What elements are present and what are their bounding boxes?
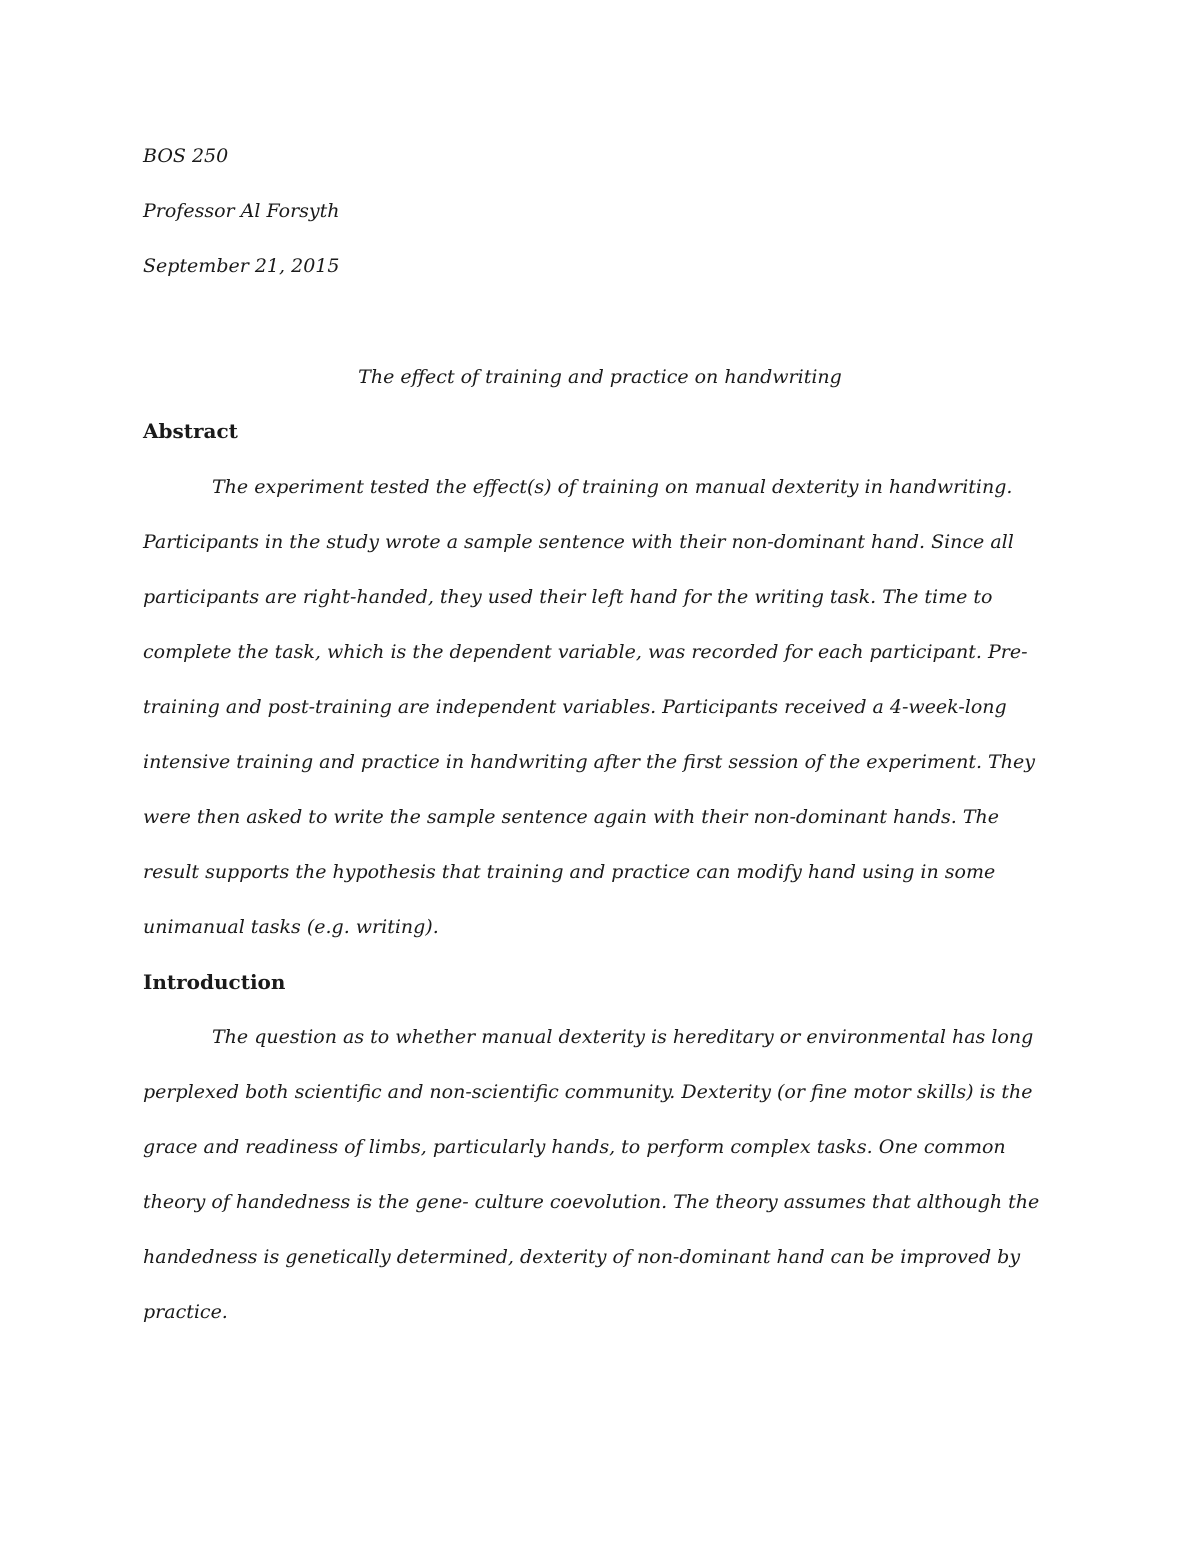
introduction-line: practice. [143, 1301, 228, 1323]
abstract-line: complete the task, which is the dependent variable, was recorded for each participant. Pre- [143, 641, 1028, 663]
abstract-line: result supports the hypothesis that training and practice can modify hand using in some [143, 861, 996, 883]
introduction-line: grace and readiness of limbs, particularly hands, to perform complex tasks. One common [143, 1136, 1006, 1158]
abstract-line: The experiment tested the effect(s) of training on manual dexterity in handwriting. [212, 476, 1013, 498]
abstract-heading: Abstract [143, 419, 238, 443]
abstract-line: training and post-training are independent variables. Participants received a 4-week-long [143, 696, 1007, 718]
introduction-line: theory of handedness is the gene- culture coevolution. The theory assumes that although the [143, 1191, 1040, 1213]
submission-date: September 21, 2015 [143, 255, 340, 277]
abstract-line: intensive training and practice in handwriting after the first session of the experiment. They [143, 751, 1035, 773]
introduction-heading: Introduction [143, 970, 286, 994]
professor-name: Professor Al Forsyth [143, 200, 340, 222]
course-code: BOS 250 [143, 145, 229, 167]
abstract-line: participants are right-handed, they used their left hand for the writing task. The time to [143, 586, 993, 608]
introduction-line: handedness is genetically determined, dexterity of non-dominant hand can be improved by [143, 1246, 1021, 1268]
abstract-line: were then asked to write the sample sentence again with their non-dominant hands. The [143, 806, 999, 828]
paper-title: The effect of training and practice on handwriting [358, 366, 842, 388]
introduction-line: perplexed both scientific and non-scientific community. Dexterity (or fine motor skills) is the [143, 1081, 1033, 1103]
abstract-line: Participants in the study wrote a sample sentence with their non-dominant hand. Since all [143, 531, 1014, 553]
introduction-line: The question as to whether manual dexterity is hereditary or environmental has long [212, 1026, 1034, 1048]
abstract-line: unimanual tasks (e.g. writing). [143, 916, 439, 938]
